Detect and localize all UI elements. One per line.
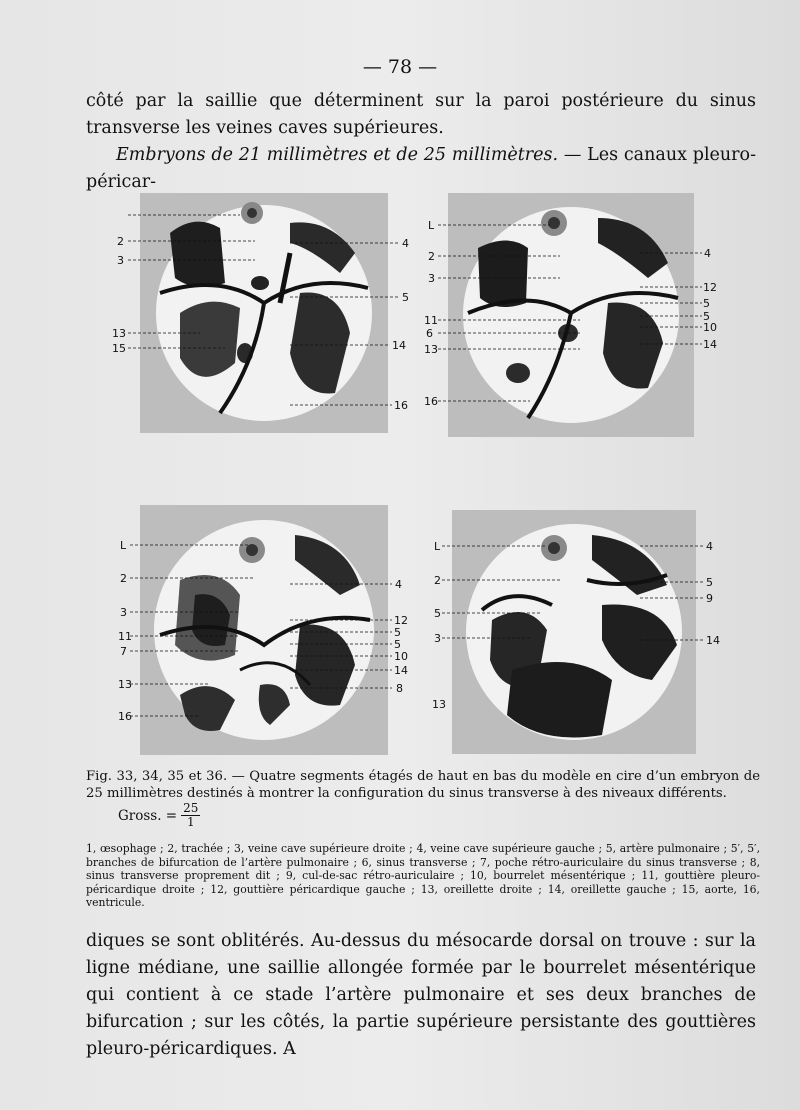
fig3-label: 5	[394, 626, 401, 639]
fig4-label: L	[434, 540, 441, 553]
fig3-label: 5	[394, 638, 401, 651]
fig3-label: 14	[394, 664, 408, 677]
fig2-label: 16	[424, 395, 438, 408]
figure-35	[140, 505, 388, 755]
fig1-label: 14	[392, 339, 406, 352]
fig2-label: 10	[703, 321, 717, 334]
fig1-label: 3	[117, 254, 124, 267]
gross-denominator: 1	[186, 815, 195, 829]
fig2-label: 12	[703, 281, 717, 294]
fig1-label: 2	[117, 235, 124, 248]
paragraph-3: diques se sont oblitérés. Au-dessus du mésocarde dorsal on trouve : sur la ligne médiane, une saillie allongée formée par le bourrelet mésentérique qui contient à ce stade l’artère pulmonaire et ses deux branches de bifurcation ; sur les côtés, la partie supérieure persistante des gouttières pleuro-péricardiques. A	[86, 931, 756, 1059]
paragraph-1: côté par la saillie que déterminent sur la paroi postérieure du sinus transverse les veines caves supérieures.	[86, 91, 756, 138]
fig2-label: 3	[428, 272, 435, 285]
fig2-label: L	[428, 219, 435, 232]
fig2-label: 2	[428, 250, 435, 263]
fig1-label: 15	[112, 342, 126, 355]
figure-legend: 1, œsophage ; 2, trachée ; 3, veine cave supérieure droite ; 4, veine cave supérieure gauche ; 5, artère pulmonaire ; 5′, 5′, branches de bifurcation de l’artère pulmonaire ; 6, sinus transverse ; 7, poche rétro-auriculaire du sinus transverse ; 8, sinus transverse proprement dit ; 9, cul-de-sac rétro-auriculaire ; 10, bourrelet mésentérique ; 11, gouttière pleuro-péricardique droite ; 12, gouttière péricardique gauche ; 13, oreillette droite ; 14, oreillette gauche ; 15, aorte, 16, ventricule.	[86, 842, 760, 909]
fig2-label: 13	[424, 343, 438, 356]
fig4-label: 14	[706, 634, 720, 647]
fig3-label: 8	[396, 682, 403, 695]
fig3-label: 7	[120, 645, 127, 658]
fig2-label: 5	[703, 310, 710, 323]
fig4-label: 9	[706, 592, 713, 605]
figure-34	[448, 193, 694, 437]
fig3-label: 3	[120, 606, 127, 619]
paragraph-2-italic: Embryons de 21 millimètres et de 25 millimètres.	[116, 145, 559, 165]
fig3-label: 16	[118, 710, 132, 723]
fig4-label: 5	[434, 607, 441, 620]
fig4-label: 5	[706, 576, 713, 589]
fig2-label: 6	[426, 327, 433, 340]
fig2-label: 14	[703, 338, 717, 351]
magnification	[118, 802, 200, 829]
paragraph-2-rest: — Les canaux pleuro-péricar-	[86, 145, 756, 192]
fig2-label: 5	[703, 297, 710, 310]
fig4-label: 2	[434, 574, 441, 587]
figure-caption: Fig. 33, 34, 35 et 36. — Quatre segments étagés de haut en bas du modèle en cire d’un embryon de 25 millimètres destinés à montrer la configuration du sinus transverse à des niveaux différents.	[86, 769, 760, 801]
fig3-label: 11	[118, 630, 132, 643]
fig2-label: 11	[424, 314, 438, 327]
fig3-label: 4	[395, 578, 402, 591]
gross-label: Gross. =	[118, 807, 178, 824]
fig3-label: 10	[394, 650, 408, 663]
gross-numerator: 25	[183, 801, 199, 815]
figure-36	[452, 510, 696, 754]
fig1-label: 4	[402, 237, 409, 250]
fig3-label: L	[120, 539, 127, 552]
fig1-label: 5	[402, 291, 409, 304]
page-number: — 78 —	[362, 56, 438, 78]
fig4-label: 13	[432, 698, 446, 711]
fig4-label: 4	[706, 540, 713, 553]
fig4-label: 3	[434, 632, 441, 645]
paragraph-2	[86, 142, 756, 196]
fig1-label: 13	[112, 327, 126, 340]
fig2-label: 4	[704, 247, 711, 260]
fig3-label: 13	[118, 678, 132, 691]
fig1-label: 16	[394, 399, 408, 412]
fig3-label: 12	[394, 614, 408, 627]
fig3-label: 2	[120, 572, 127, 585]
figure-33	[140, 193, 388, 433]
gross-fraction	[181, 802, 200, 829]
